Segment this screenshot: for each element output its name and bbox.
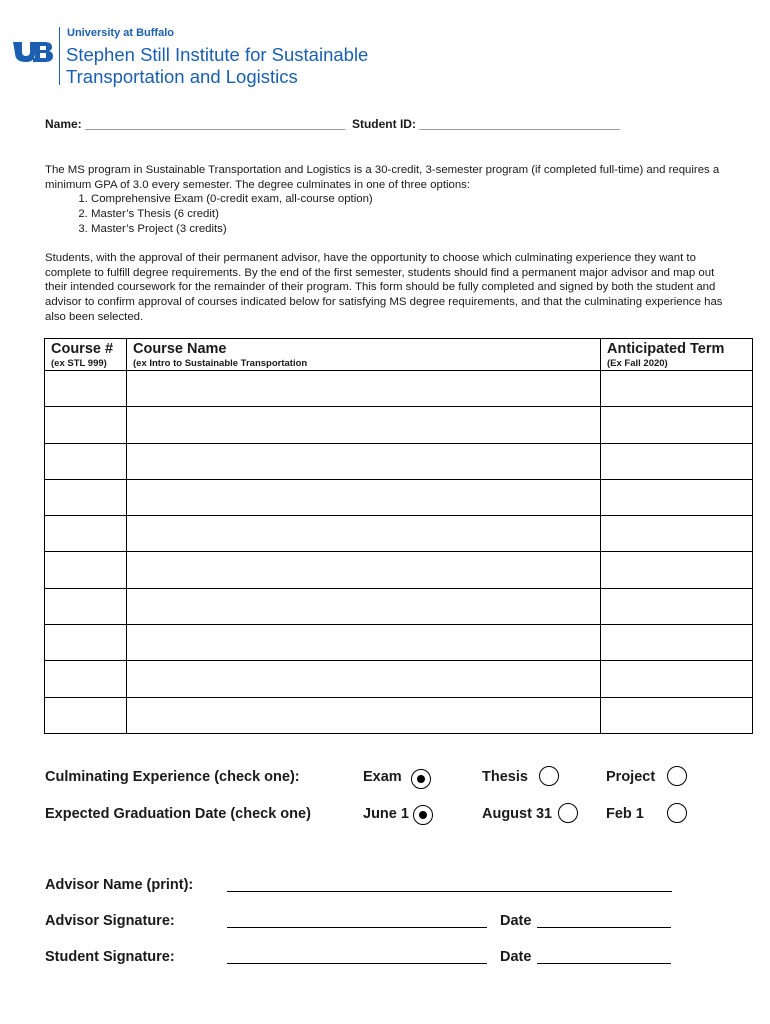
course-table [44,338,753,734]
list-item: 2. Master’s Thesis (6 credit) [91,207,735,222]
anticipated-term-cell[interactable] [601,443,753,479]
name-student-id-line[interactable]: Name: _______________________________________ Student ID: ______________________________ [45,117,620,131]
table-row [45,625,753,661]
thesis-option-label: Thesis [482,769,528,785]
anticipated-term-cell[interactable] [601,407,753,443]
anticipated-term-cell[interactable] [601,479,753,515]
advisor-name-line[interactable] [227,891,672,892]
table-row [45,371,753,407]
advisor-signature-label: Advisor Signature: [45,913,175,929]
table-row [45,588,753,624]
program-paragraph: The MS program in Sustainable Transportation and Logistics is a 30-credit, 3-semester program (if completed full-time) and requires a minimum GPA of 3.0 every semester. The degree culminates in one of three options: [45,164,720,191]
course-name-cell[interactable] [127,552,601,588]
course-name-cell[interactable] [127,516,601,552]
advisor-name-label: Advisor Name (print): [45,877,194,893]
course-name-cell[interactable] [127,407,601,443]
course-name-cell[interactable] [127,625,601,661]
column-course-number: Course # (ex STL 999) [45,339,127,371]
list-item: 1. Comprehensive Exam (0-credit exam, all-course option) [91,192,735,207]
exam-option-label: Exam [363,769,402,785]
anticipated-term-cell[interactable] [601,516,753,552]
course-number-cell[interactable] [45,479,127,515]
table-body [45,371,753,734]
graduation-label: Expected Graduation Date (check one) [45,806,311,822]
column-anticipated-term: Anticipated Term (Ex Fall 2020) [601,339,753,371]
course-number-cell[interactable] [45,407,127,443]
june-radio[interactable] [413,805,433,825]
course-name-cell[interactable] [127,588,601,624]
anticipated-term-cell[interactable] [601,625,753,661]
culminating-label: Culminating Experience (check one): [45,769,300,785]
advisor-date-line[interactable] [537,927,671,928]
university-name: University at Buffalo [67,27,174,39]
student-signature-label: Student Signature: [45,949,175,965]
anticipated-term-cell[interactable] [601,661,753,697]
table-row [45,697,753,733]
student-signature-line[interactable] [227,963,487,964]
student-date-label: Date [500,949,532,965]
options-list [45,192,735,236]
june-option-label: June 1 [363,806,409,822]
august-option-label: August 31 [482,806,553,822]
anticipated-term-cell[interactable] [601,588,753,624]
course-number-cell[interactable] [45,516,127,552]
course-number-cell[interactable] [45,625,127,661]
course-name-cell[interactable] [127,661,601,697]
institute-name: Stephen Still Institute for Sustainable Transportation and Logistics [66,44,369,87]
course-number-cell[interactable] [45,443,127,479]
table-header-row [45,339,753,371]
exam-radio[interactable] [411,769,431,789]
table-row [45,443,753,479]
course-number-cell[interactable] [45,661,127,697]
course-number-cell[interactable] [45,371,127,407]
feb-option-label: Feb 1 [606,806,644,822]
course-name-cell[interactable] [127,479,601,515]
student-date-line[interactable] [537,963,671,964]
feb-radio[interactable] [667,803,687,823]
anticipated-term-cell[interactable] [601,552,753,588]
table-row [45,516,753,552]
thesis-radio[interactable] [539,766,559,786]
course-number-cell[interactable] [45,552,127,588]
advisor-paragraph: Students, with the approval of their permanent advisor, have the opportunity to choose which culminating experience they want to complete to fulfill degree requirements. By the end of the first semester, students should find a permanent major advisor and map out their intended coursework for the remainder of their program. This form should be fully completed and signed by both the student and advisor to confirm approval of courses indicated below for satisfying MS degree requirements, and that the culminating experience has also been selected. [45,252,723,323]
course-name-cell[interactable] [127,697,601,733]
project-radio[interactable] [667,766,687,786]
course-name-cell[interactable] [127,443,601,479]
course-number-cell[interactable] [45,697,127,733]
advisor-signature-line[interactable] [227,927,487,928]
program-description [45,163,735,237]
anticipated-term-cell[interactable] [601,697,753,733]
table-row [45,661,753,697]
table-row [45,479,753,515]
column-course-name: Course Name (ex Intro to Sustainable Transportation [127,339,601,371]
logo-divider [59,27,60,85]
anticipated-term-cell[interactable] [601,371,753,407]
list-item: 3. Master’s Project (3 credits) [91,222,735,237]
ub-logo-icon [13,40,55,62]
advisor-date-label: Date [500,913,532,929]
course-number-cell[interactable] [45,588,127,624]
table-row [45,407,753,443]
project-option-label: Project [606,769,656,785]
august-radio[interactable] [558,803,578,823]
course-name-cell[interactable] [127,371,601,407]
table-row [45,552,753,588]
